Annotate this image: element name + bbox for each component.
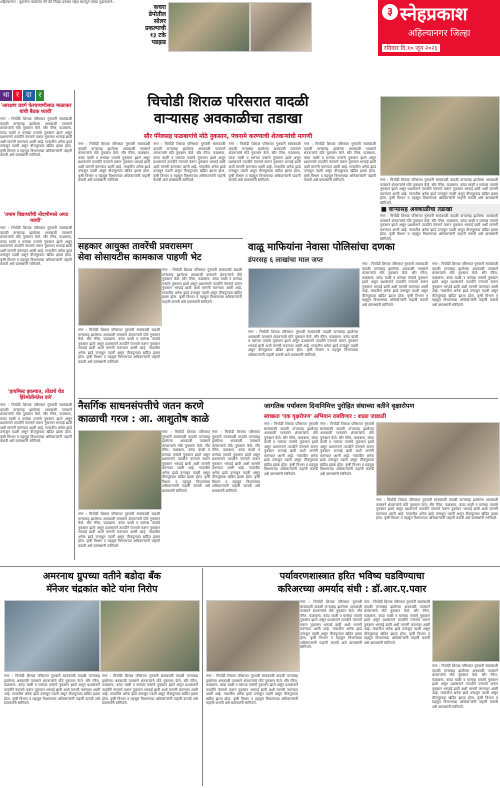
side-caption-line: १३ टके: [150, 32, 166, 39]
tag-letter: दा: [23, 90, 35, 101]
story3-photo: [248, 268, 360, 328]
edition-label: अहिल्यानगर जिल्हा: [408, 29, 471, 39]
story6-col: नगर : चिचोडी शिराळ परिसरात गुरुवारी सायंकाळी वादळी वाऱ्यासह झालेल्या अवकाळी पावसाने शेतकऱ्यांचे मोठे नुकसान केले. सौर पॅनेल, फळबागा, कांदा चाळी व घरांच्या पत्र्यांचे नुकसान झाले असून प्रशासनाने तातडीने पंचनामे करून नुकसान भरपाई द्यावी अशी मागणी करण्यात आली आहे. गावातील अनेक झाडे उन्मळून पडली असून वीजपुरवठा खंडित झाला होता. कृषी विभाग व महसूल विभागाच्या अधिकाऱ्यांनी पाहणी करावी असे ग्रामस्थांनी सांगितले.: [102, 674, 198, 705]
story4-headline-line2: काळाची गरज : आ. आशुतोष काळे: [78, 414, 209, 425]
tag-letter: धा: [0, 90, 12, 101]
story7-headline-line1: पर्यावरणशास्त्रात हरित भविष्य घडविण्याचा: [279, 571, 425, 582]
story5-headline: जागतिक पर्यावरण दिनानिमित्त पुरोहित संघाच्या वतीने वृक्षारोपण: [264, 402, 415, 410]
side-caption-line: कचरा: [153, 4, 166, 11]
masthead-small-text: अहिल्यानगर : युवासेना कार्यालय नेते फ्री जिल्हा प्रवक्ता महेश सातपुते यांच्या पुढाकाराने...: [0, 0, 116, 4]
story1-col: नगर : चिचोडी शिराळ परिसरात गुरुवारी सायंकाळी वादळी वाऱ्यासह झालेल्या अवकाळी पावसाने शेतकऱ्यांचे मोठे नुकसान केले. सौर पॅनेल, फळबागा, कांदा चाळी व घरांच्या पत्र्यांचे नुकसान झाले असून प्रशासनाने तातडीने पंचनामे करून नुकसान भरपाई द्यावी अशी मागणी करण्यात आली आहे. गावातील अनेक झाडे उन्मळून पडली असून वीजपुरवठा खंडित झाला होता. कृषी विभाग व महसूल विभागाच्या अधिकाऱ्यांनी पाहणी करावी असे ग्रामस्थांनी सांगितले.: [153, 142, 226, 182]
side-caption-line: पडझड: [151, 39, 166, 46]
side-caption-line: प्रकल्पाची: [145, 25, 166, 32]
side-caption-line: सोलर: [153, 18, 166, 25]
story4-photo: [78, 430, 162, 510]
left-body-3: नगर : चिचोडी शिराळ परिसरात गुरुवारी सायंकाळी वादळी वाऱ्यासह झालेल्या अवकाळी पावसाने शेतकऱ्यांचे मोठे नुकसान केले. सौर पॅनेल, फळबागा, कांदा चाळी व घरांच्या पत्र्यांचे नुकसान झाले असून प्रशासनाने तातडीने पंचनामे करून नुकसान भरपाई द्यावी अशी मागणी करण्यात आली आहे. गावातील अनेक झाडे उन्मळून पडली असून वीजपुरवठा खंडित झाला होता. कृषी विभाग व महसूल विभागाच्या अधिकाऱ्यांनी पाहणी करावी असे ग्रामस्थांनी सांगितले.: [0, 403, 72, 443]
left-body-2: नगर : चिचोडी शिराळ परिसरात गुरुवारी सायंकाळी वादळी वाऱ्यासह झालेल्या अवकाळी पावसाने शेतकऱ्यांचे मोठे नुकसान केले. सौर पॅनेल, फळबागा, कांदा चाळी व घरांच्या पत्र्यांचे नुकसान झाले असून प्रशासनाने तातडीने पंचनामे करून नुकसान भरपाई द्यावी अशी मागणी करण्यात आली आहे. गावातील अनेक झाडे उन्मळून पडली असून वीजपुरवठा खंडित झाला होता. कृषी विभाग व महसूल विभागाच्या अधिकाऱ्यांनी पाहणी करावी असे ग्रामस्थांनी सांगितले.: [0, 226, 72, 266]
tag-letter: र: [36, 90, 45, 101]
story5-subhead: स्वच्छता 'एक वृक्षरोपण' अभियान राबविणार : शाळा जाडाळी: [264, 414, 387, 420]
solar-plant-photo-2: [250, 2, 312, 52]
column-tag: [0, 90, 72, 101]
story2-headline-line2: सेवा सोसायटीस कामकाज पाहणी भेट: [78, 253, 202, 263]
story6-headline-line2: मॅनेजर चंद्रकांत कोटे यांना निरोप: [46, 584, 158, 595]
story1-headline-line1: चिचोडी शिराळ परिसरात वादळी: [147, 94, 309, 110]
story5-col: नगर : चिचोडी शिराळ परिसरात गुरुवारी सायंकाळी वादळी वाऱ्यासह झालेल्या अवकाळी पावसाने शेतकऱ्यांचे मोठे नुकसान केले. सौर पॅनेल, फळबागा, कांदा चाळी व घरांच्या पत्र्यांचे नुकसान झाले असून प्रशासनाने तातडीने पंचनामे करून नुकसान भरपाई द्यावी अशी मागणी करण्यात आली आहे. गावातील अनेक झाडे उन्मळून पडली असून वीजपुरवठा खंडित झाला होता. कृषी विभाग व महसूल विभागाच्या अधिकाऱ्यांनी पाहणी करावी असे ग्रामस्थांनी सांगितले.: [264, 422, 318, 476]
story4-col: नगर : चिचोडी शिराळ परिसरात गुरुवारी सायंकाळी वादळी वाऱ्यासह झालेल्या अवकाळी पावसाने शेतकऱ्यांचे मोठे नुकसान केले. सौर पॅनेल, फळबागा, कांदा चाळी व घरांच्या पत्र्यांचे नुकसान झाले असून प्रशासनाने तातडीने पंचनामे करून नुकसान भरपाई द्यावी अशी मागणी करण्यात आली आहे. गावातील अनेक झाडे उन्मळून पडली असून वीजपुरवठा खंडित झाला होता. कृषी विभाग व महसूल विभागाच्या अधिकाऱ्यांनी पाहणी करावी असे ग्रामस्थांनी सांगितले.: [162, 430, 210, 493]
story5-col: नगर : चिचोडी शिराळ परिसरात गुरुवारी सायंकाळी वादळी वाऱ्यासह झालेल्या अवकाळी पावसाने शेतकऱ्यांचे मोठे नुकसान केले. सौर पॅनेल, फळबागा, कांदा चाळी व घरांच्या पत्र्यांचे नुकसान झाले असून प्रशासनाने तातडीने पंचनामे करून नुकसान भरपाई द्यावी अशी मागणी करण्यात आली आहे. गावातील अनेक झाडे उन्मळून पडली असून वीजपुरवठा खंडित झाला होता. कृषी विभाग व महसूल विभागाच्या अधिकाऱ्यांनी पाहणी करावी असे ग्रामस्थांनी सांगितले.: [376, 498, 498, 520]
brand-name: स्नेहप्रकाश: [400, 4, 468, 25]
issue-date: रविवार दि.१० जून २०२६: [384, 45, 438, 52]
story2-headline: [78, 242, 243, 264]
tag-letter: र: [13, 90, 22, 101]
story7-photo-2: [432, 600, 500, 662]
story1-photo-caption: नगर : चिचोडी शिराळ परिसरात गुरुवारी सायंकाळी वादळी वाऱ्यासह झालेल्या अवकाळी पावसाने शेतकऱ्यांचे मोठे नुकसान केले. सौर पॅनेल, फळबागा, कांदा चाळी व घरांच्या पत्र्यांचे नुकसान झाले असून प्रशासनाने तातडीने पंचनामे करून नुकसान भरपाई द्यावी अशी मागणी करण्यात आली आहे. गावातील अनेक झाडे उन्मळून पडली असून वीजपुरवठा खंडित झाला होता. कृषी विभाग व महसूल विभागाच्या अधिकाऱ्यांनी पाहणी करावी असे ग्रामस्थांनी सांगितले.: [380, 178, 498, 205]
story7-col: नगर : चिचोडी शिराळ परिसरात गुरुवारी सायंकाळी वादळी वाऱ्यासह झालेल्या अवकाळी पावसाने शेतकऱ्यांचे मोठे नुकसान केले. सौर पॅनेल, फळबागा, कांदा चाळी व घरांच्या पत्र्यांचे नुकसान झाले असून प्रशासनाने तातडीने पंचनामे करून नुकसान भरपाई द्यावी अशी मागणी करण्यात आली आहे. गावातील अनेक झाडे उन्मळून पडली असून वीजपुरवठा खंडित झाला होता. कृषी विभाग व महसूल विभागाच्या अधिकाऱ्यांनी पाहणी करावी असे ग्रामस्थांनी सांगितले.: [364, 600, 430, 645]
story7-photo: [206, 600, 300, 672]
masthead-small-text-block: [0, 0, 126, 44]
story1-headline: [78, 94, 378, 128]
story1-photo: [380, 96, 500, 176]
story7-col: नगर : चिचोडी शिराळ परिसरात गुरुवारी सायंकाळी वादळी वाऱ्यासह झालेल्या अवकाळी पावसाने शेतकऱ्यांचे मोठे नुकसान केले. सौर पॅनेल, फळबागा, कांदा चाळी व घरांच्या पत्र्यांचे नुकसान झाले असून प्रशासनाने तातडीने पंचनामे करून नुकसान भरपाई द्यावी अशी मागणी करण्यात आली आहे. गावातील अनेक झाडे उन्मळून पडली असून वीजपुरवठा खंडित झाला होता. कृषी विभाग व महसूल विभागाच्या अधिकाऱ्यांनी पाहणी करावी असे ग्रामस्थांनी सांगितले.: [206, 674, 298, 705]
story6-photo: [4, 600, 100, 672]
story1-side-body: नगर : चिचोडी शिराळ परिसरात गुरुवारी सायंकाळी वादळी वाऱ्यासह झालेल्या अवकाळी पावसाने शेतकऱ्यांचे मोठे नुकसान केले. सौर पॅनेल, फळबागा, कांदा चाळी व घरांच्या पत्र्यांचे नुकसान झाले असून प्रशासनाने तातडीने पंचनामे करून नुकसान भरपाई द्यावी अशी मागणी करण्यात आली आहे. गावातील अनेक झाडे उन्मळून पडली असून वीजपुरवठा खंडित झाला होता. कृषी विभाग व महसूल विभागाच्या अधिकाऱ्यांनी पाहणी करावी असे ग्रामस्थांनी सांगितले.: [380, 214, 498, 241]
story3-col: नगर : चिचोडी शिराळ परिसरात गुरुवारी सायंकाळी वादळी वाऱ्यासह झालेल्या अवकाळी पावसाने शेतकऱ्यांचे मोठे नुकसान केले. सौर पॅनेल, फळबागा, कांदा चाळी व घरांच्या पत्र्यांचे नुकसान झाले असून प्रशासनाने तातडीने पंचनामे करून नुकसान भरपाई द्यावी अशी मागणी करण्यात आली आहे. गावातील अनेक झाडे उन्मळून पडली असून वीजपुरवठा खंडित झाला होता. कृषी विभाग व महसूल विभागाच्या अधिकाऱ्यांनी पाहणी करावी असे ग्रामस्थांनी सांगितले.: [248, 330, 358, 357]
story7-col: नगर : चिचोडी शिराळ परिसरात गुरुवारी सायंकाळी वादळी वाऱ्यासह झालेल्या अवकाळी पावसाने शेतकऱ्यांचे मोठे नुकसान केले. सौर पॅनेल, फळबागा, कांदा चाळी व घरांच्या पत्र्यांचे नुकसान झाले असून प्रशासनाने तातडीने पंचनामे करून नुकसान भरपाई द्यावी अशी मागणी करण्यात आली आहे. गावातील अनेक झाडे उन्मळून पडली असून वीजपुरवठा खंडित झाला होता. कृषी विभाग व महसूल विभागाच्या अधिकाऱ्यांनी पाहणी करावी असे ग्रामस्थांनी सांगितले.: [432, 664, 498, 709]
left-column: [0, 90, 72, 560]
story4-headline-line1: नैसर्गिक साधनसंपत्तीचे जतन करणे: [78, 401, 204, 412]
story2-headline-line1: सहकार आयुक्त तावरेंची प्रवरासमग: [78, 242, 193, 252]
left-headline-2: 'तमाम विद्यार्थ्यांची नोंदणीमध्ये अपट घ्यावी': [3, 212, 69, 224]
masthead-side-caption: [128, 4, 166, 46]
story5-col: नगर : चिचोडी शिराळ परिसरात गुरुवारी सायंकाळी वादळी वाऱ्यासह झालेल्या अवकाळी पावसाने शेतकऱ्यांचे मोठे नुकसान केले. सौर पॅनेल, फळबागा, कांदा चाळी व घरांच्या पत्र्यांचे नुकसान झाले असून प्रशासनाने तातडीने पंचनामे करून नुकसान भरपाई द्यावी अशी मागणी करण्यात आली आहे. गावातील अनेक झाडे उन्मळून पडली असून वीजपुरवठा खंडित झाला होता. कृषी विभाग व महसूल विभागाच्या अधिकाऱ्यांनी पाहणी करावी असे ग्रामस्थांनी सांगितले.: [320, 422, 374, 476]
left-headline-3: 'हायमिस्ट झाल्यात, तोंडाचे रोड हिरेमोतीनंतेल वारे': [8, 389, 64, 401]
left-headline-1: 'आरक्षण प्रवर्ग फेरचाचणीसाठ माळाकर यांची बैठक घ्यावी': [0, 103, 72, 115]
story3-col: नगर : चिचोडी शिराळ परिसरात गुरुवारी सायंकाळी वादळी वाऱ्यासह झालेल्या अवकाळी पावसाने शेतकऱ्यांचे मोठे नुकसान केले. सौर पॅनेल, फळबागा, कांदा चाळी व घरांच्या पत्र्यांचे नुकसान झाले असून प्रशासनाने तातडीने पंचनामे करून नुकसान भरपाई द्यावी अशी मागणी करण्यात आली आहे. गावातील अनेक झाडे उन्मळून पडली असून वीजपुरवठा खंडित झाला होता. कृषी विभाग व महसूल विभागाच्या अधिकाऱ्यांनी पाहणी करावी असे ग्रामस्थांनी सांगितले.: [432, 262, 498, 307]
story3-subhead: डंपरसह ६ लाखांचा माल जप्त: [248, 256, 323, 264]
story2-col: नगर : चिचोडी शिराळ परिसरात गुरुवारी सायंकाळी वादळी वाऱ्यासह झालेल्या अवकाळी पावसाने शेतकऱ्यांचे मोठे नुकसान केले. सौर पॅनेल, फळबागा, कांदा चाळी व घरांच्या पत्र्यांचे नुकसान झाले असून प्रशासनाने तातडीने पंचनामे करून नुकसान भरपाई द्यावी अशी मागणी करण्यात आली आहे. गावातील अनेक झाडे उन्मळून पडली असून वीजपुरवठा खंडित झाला होता. कृषी विभाग व महसूल विभागाच्या अधिकाऱ्यांनी पाहणी करावी असे ग्रामस्थांनी सांगितले.: [78, 328, 160, 364]
story1-col: नगर : चिचोडी शिराळ परिसरात गुरुवारी सायंकाळी वादळी वाऱ्यासह झालेल्या अवकाळी पावसाने शेतकऱ्यांचे मोठे नुकसान केले. सौर पॅनेल, फळबागा, कांदा चाळी व घरांच्या पत्र्यांचे नुकसान झाले असून प्रशासनाने तातडीने पंचनामे करून नुकसान भरपाई द्यावी अशी मागणी करण्यात आली आहे. गावातील अनेक झाडे उन्मळून पडली असून वीजपुरवठा खंडित झाला होता. कृषी विभाग व महसूल विभागाच्या अधिकाऱ्यांनी पाहणी करावी असे ग्रामस्थांनी सांगितले.: [228, 142, 301, 182]
story7-headline-line2: करिअरच्या अमर्याद संधी : डॉ.आर.ए.पवार: [277, 584, 427, 595]
story1-columns: [78, 142, 376, 234]
story6-photo-2: [100, 600, 200, 672]
h-divider: [78, 238, 243, 239]
h-divider: [78, 398, 498, 399]
story1-side-headline: ■ वाऱ्यासह अवकाळीचा तडाखा: [380, 204, 500, 214]
story1-col: नगर : चिचोडी शिराळ परिसरात गुरुवारी सायंकाळी वादळी वाऱ्यासह झालेल्या अवकाळी पावसाने शेतकऱ्यांचे मोठे नुकसान केले. सौर पॅनेल, फळबागा, कांदा चाळी व घरांच्या पत्र्यांचे नुकसान झाले असून प्रशासनाने तातडीने पंचनामे करून नुकसान भरपाई द्यावी अशी मागणी करण्यात आली आहे. गावातील अनेक झाडे उन्मळून पडली असून वीजपुरवठा खंडित झाला होता. कृषी विभाग व महसूल विभागाच्या अधिकाऱ्यांनी पाहणी करावी असे ग्रामस्थांनी सांगितले.: [303, 142, 376, 182]
story4-col: नगर : चिचोडी शिराळ परिसरात गुरुवारी सायंकाळी वादळी वाऱ्यासह झालेल्या अवकाळी पावसाने शेतकऱ्यांचे मोठे नुकसान केले. सौर पॅनेल, फळबागा, कांदा चाळी व घरांच्या पत्र्यांचे नुकसान झाले असून प्रशासनाने तातडीने पंचनामे करून नुकसान भरपाई द्यावी अशी मागणी करण्यात आली आहे. गावातील अनेक झाडे उन्मळून पडली असून वीजपुरवठा खंडित झाला होता. कृषी विभाग व महसूल विभागाच्या अधिकाऱ्यांनी पाहणी करावी असे ग्रामस्थांनी सांगितले.: [212, 430, 260, 493]
story3-col: नगर : चिचोडी शिराळ परिसरात गुरुवारी सायंकाळी वादळी वाऱ्यासह झालेल्या अवकाळी पावसाने शेतकऱ्यांचे मोठे नुकसान केले. सौर पॅनेल, फळबागा, कांदा चाळी व घरांच्या पत्र्यांचे नुकसान झाले असून प्रशासनाने तातडीने पंचनामे करून नुकसान भरपाई द्यावी अशी मागणी करण्यात आली आहे. गावातील अनेक झाडे उन्मळून पडली असून वीजपुरवठा खंडित झाला होता. कृषी विभाग व महसूल विभागाच्या अधिकाऱ्यांनी पाहणी करावी असे ग्रामस्थांनी सांगितले.: [362, 262, 428, 307]
left-body-1: नगर : चिचोडी शिराळ परिसरात गुरुवारी सायंकाळी वादळी वाऱ्यासह झालेल्या अवकाळी पावसाने शेतकऱ्यांचे मोठे नुकसान केले. सौर पॅनेल, फळबागा, कांदा चाळी व घरांच्या पत्र्यांचे नुकसान झाले असून प्रशासनाने तातडीने पंचनामे करून नुकसान भरपाई द्यावी अशी मागणी करण्यात आली आहे. गावातील अनेक झाडे उन्मळून पडली असून वीजपुरवठा खंडित झाला होता. कृषी विभाग व महसूल विभागाच्या अधिकाऱ्यांनी पाहणी करावी असे ग्रामस्थांनी सांगितले.: [0, 117, 72, 157]
story7-col: नगर : चिचोडी शिराळ परिसरात गुरुवारी सायंकाळी वादळी वाऱ्यासह झालेल्या अवकाळी पावसाने शेतकऱ्यांचे मोठे नुकसान केले. सौर पॅनेल, फळबागा, कांदा चाळी व घरांच्या पत्र्यांचे नुकसान झाले असून प्रशासनाने तातडीने पंचनामे करून नुकसान भरपाई द्यावी अशी मागणी करण्यात आली आहे. गावातील अनेक झाडे उन्मळून पडली असून वीजपुरवठा खंडित झाला होता. कृषी विभाग व महसूल विभागाच्या अधिकाऱ्यांनी पाहणी करावी असे ग्रामस्थांनी सांगितले.: [300, 600, 362, 649]
masthead-brand-box: [378, 0, 500, 56]
story4-col: नगर : चिचोडी शिराळ परिसरात गुरुवारी सायंकाळी वादळी वाऱ्यासह झालेल्या अवकाळी पावसाने शेतकऱ्यांचे मोठे नुकसान केले. सौर पॅनेल, फळबागा, कांदा चाळी व घरांच्या पत्र्यांचे नुकसान झाले असून प्रशासनाने तातडीने पंचनामे करून नुकसान भरपाई द्यावी अशी मागणी करण्यात आली आहे. गावातील अनेक झाडे उन्मळून पडली असून वीजपुरवठा खंडित झाला होता. कृषी विभाग व महसूल विभागाच्या अधिकाऱ्यांनी पाहणी करावी असे ग्रामस्थांनी सांगितले.: [78, 512, 160, 548]
story2-photo: [78, 268, 162, 326]
story3-headline: वाळू माफियांना नेवासा पोलिसांचा दणका: [248, 242, 395, 253]
h-divider: [0, 566, 500, 567]
story1-subhead: सौर पॅनेलसह फळबागांचे मोठे नुकसान, पंचनामे करण्याची शेतकऱ्यांची मागणी: [143, 133, 313, 140]
story1-col: नगर : चिचोडी शिराळ परिसरात गुरुवारी सायंकाळी वादळी वाऱ्यासह झालेल्या अवकाळी पावसाने शेतकऱ्यांचे मोठे नुकसान केले. सौर पॅनेल, फळबागा, कांदा चाळी व घरांच्या पत्र्यांचे नुकसान झाले असून प्रशासनाने तातडीने पंचनामे करून नुकसान भरपाई द्यावी अशी मागणी करण्यात आली आहे. गावातील अनेक झाडे उन्मळून पडली असून वीजपुरवठा खंडित झाला होता. कृषी विभाग व महसूल विभागाच्या अधिकाऱ्यांनी पाहणी करावी असे ग्रामस्थांनी सांगितले.: [78, 142, 151, 182]
solar-plant-photo: [168, 2, 250, 52]
side-caption-line: डेपोतील: [148, 11, 166, 18]
story6-headline: [4, 570, 200, 596]
page-number-badge: ३: [382, 4, 398, 20]
story4-headline: [78, 400, 258, 426]
story6-col: नगर : चिचोडी शिराळ परिसरात गुरुवारी सायंकाळी वादळी वाऱ्यासह झालेल्या अवकाळी पावसाने शेतकऱ्यांचे मोठे नुकसान केले. सौर पॅनेल, फळबागा, कांदा चाळी व घरांच्या पत्र्यांचे नुकसान झाले असून प्रशासनाने तातडीने पंचनामे करून नुकसान भरपाई द्यावी अशी मागणी करण्यात आली आहे. गावातील अनेक झाडे उन्मळून पडली असून वीजपुरवठा खंडित झाला होता. कृषी विभाग व महसूल विभागाच्या अधिकाऱ्यांनी पाहणी करावी असे ग्रामस्थांनी सांगितले.: [4, 674, 100, 705]
story7-headline: [206, 570, 498, 596]
column-divider: [202, 568, 203, 786]
story1-headline-line2: वाऱ्यासह अवकाळीचा तडाखा: [154, 111, 302, 127]
story6-headline-line1: अमरनाथ ग्रुपच्या वतीने बडोदा बँक: [43, 571, 161, 582]
story1-side-headline-text: वाऱ्यासह अवकाळीचा तडाखा: [388, 206, 453, 213]
story2-col: नगर : चिचोडी शिराळ परिसरात गुरुवारी सायंकाळी वादळी वाऱ्यासह झालेल्या अवकाळी पावसाने शेतकऱ्यांचे मोठे नुकसान केले. सौर पॅनेल, फळबागा, कांदा चाळी व घरांच्या पत्र्यांचे नुकसान झाले असून प्रशासनाने तातडीने पंचनामे करून नुकसान भरपाई द्यावी अशी मागणी करण्यात आली आहे. गावातील अनेक झाडे उन्मळून पडली असून वीजपुरवठा खंडित झाला होता. कृषी विभाग व महसूल विभागाच्या अधिकाऱ्यांनी पाहणी करावी असे ग्रामस्थांनी सांगितले.: [162, 268, 242, 304]
column-divider: [74, 90, 75, 560]
story5-photo: [376, 422, 500, 496]
